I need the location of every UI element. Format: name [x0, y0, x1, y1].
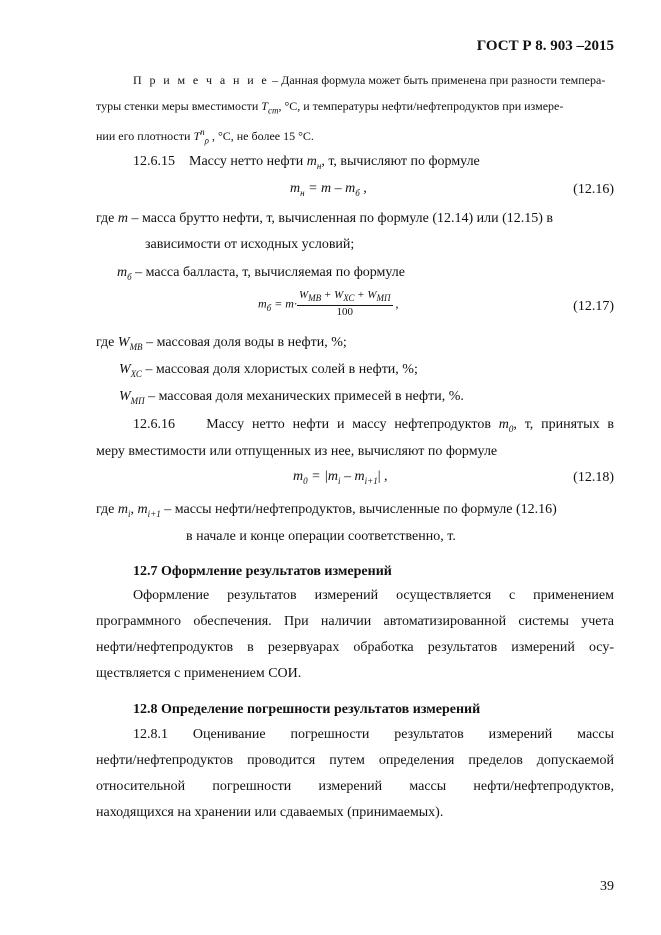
- section-12-8-line-4: находящихся на хранении или сдаваемых (принимаемых).: [96, 805, 444, 820]
- equation-12-16: $m_н = m - m_б$ ,: [290, 181, 367, 198]
- section-12-7-line-4: ществляется с применением СОИ.: [96, 666, 302, 681]
- where-mi-line-1: где $m_i$, $m_{i+1}$ – массы нефти/нефтепродуктов, вычисленные по формуле (12.16): [96, 502, 557, 519]
- note-label: П р и м е ч а н и е: [133, 73, 270, 87]
- note-line-2: туры стенки меры вместимости $T_{ст}$, °С, и температуры нефти/нефтепродуктов при измере-: [96, 99, 564, 116]
- where-m-line-2: зависимости от исходных условий;: [145, 237, 355, 252]
- where-wmp-line: $W_{МП}$ – массовая доля механических примесей в нефти, %.: [119, 389, 464, 406]
- where-wmv-line: где $W_{МВ}$ – массовая доля воды в нефти, %;: [96, 335, 347, 352]
- note-line-3: нии его плотности $T^п_\rho$ , °С, не более 15 °С.: [96, 127, 314, 146]
- equation-number-12-16: (12.16): [573, 182, 614, 197]
- section-12-8-heading: 12.8 Определение погрешности результатов измерений: [133, 702, 481, 717]
- section-12-8-line-1: 12.8.1 Оценивание погрешности результатов измерений массы: [133, 727, 614, 742]
- section-12-8-line-2: нефти/нефтепродуктов проводится путем определения пределов допускаемой: [96, 753, 614, 768]
- where-mb-line: $m_б$ – масса балласта, т, вычисляемая по формуле: [117, 265, 405, 282]
- equation-number-12-17: (12.17): [573, 299, 614, 314]
- fraction: $\frac{W_{МВ} + W_{ХС} + W_{МП}}{100}$: [298, 289, 391, 319]
- section-12-7-line-2: программного обеспечения. При наличии автоматизированной системы учета: [96, 614, 614, 629]
- section-12-7-line-1: Оформление результатов измерений осуществляется с применением: [133, 588, 614, 603]
- para-12-6-16-line-2: меру вместимости или отпущенных из нее, вычисляют по формуле: [96, 444, 498, 459]
- equation-number-12-18: (12.18): [573, 470, 614, 485]
- note-line-1: П р и м е ч а н и е – Данная формула может быть применена при разности темпера-: [133, 73, 606, 87]
- page-number: 39: [600, 879, 614, 894]
- equation-12-18: $m_0 = |m_i - m_{i+1}|$ ,: [293, 469, 388, 486]
- para-12-6-16-line-1: 12.6.16 Массу нетто нефти и массу нефтепродуктов $m_0$, т, принятых в: [133, 417, 614, 434]
- section-12-7-heading: 12.7 Оформление результатов измерений: [133, 564, 392, 579]
- section-12-8-line-3: относительной погрешности измерений массы нефти/нефтепродуктов,: [96, 779, 614, 794]
- document-code: ГОСТ Р 8. 903 –2015: [476, 38, 614, 54]
- para-12-6-15: 12.6.15 Массу нетто нефти $m_н$, т, вычисляют по формуле: [133, 154, 480, 171]
- equation-12-17: $m_б = m\cdot$ $\frac{W_{МВ} + W_{ХС} + W_{МП}}{100}$ ,: [258, 289, 399, 319]
- where-m-line-1: где m – масса брутто нефти, т, вычисленная по формуле (12.14) или (12.15) в: [96, 211, 554, 226]
- where-mi-line-2: в начале и конце операции соответственно, т.: [186, 529, 456, 544]
- section-12-7-line-3: нефти/нефтепродуктов в резервуарах обработка результатов измерений осу-: [96, 640, 614, 655]
- where-wxs-line: $W_{ХС}$ – массовая доля хлористых солей в нефти, %;: [119, 362, 418, 379]
